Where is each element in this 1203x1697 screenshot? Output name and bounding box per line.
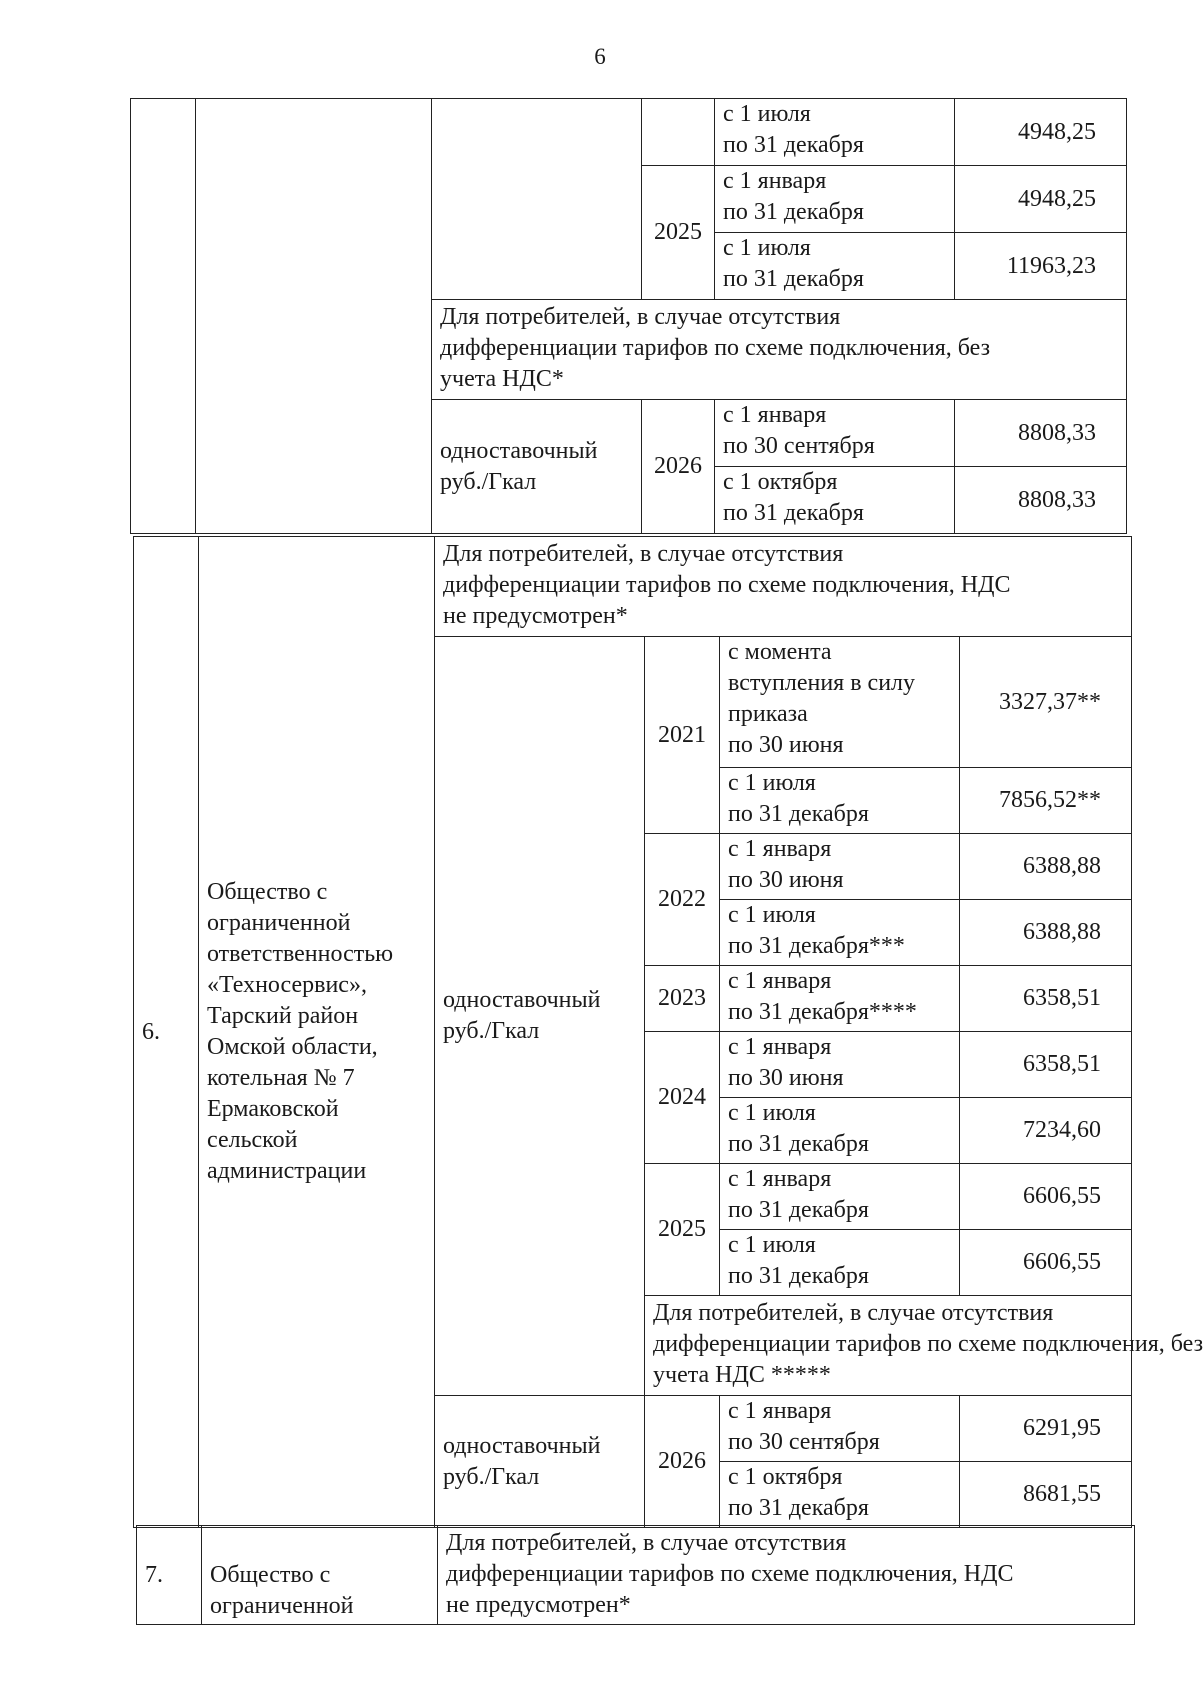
period-cell: с 1 января по 30 сентября (715, 400, 955, 467)
tariff-value: 6358,51 (960, 1032, 1132, 1098)
period-cell: с 1 июля по 31 декабря (720, 1230, 960, 1296)
tariff-value: 3327,37** (960, 637, 1132, 768)
year-cell: 2025 (642, 166, 715, 300)
tariff-type-cell: одноставочный руб./Гкал (432, 400, 642, 534)
year-cell: 2022 (645, 834, 720, 966)
consumer-note: Для потребителей, в случае отсутствия дифференциации тарифов по схеме подключения, без учета НДС ***** (645, 1296, 1132, 1396)
period-cell: с 1 января по 30 сентября (720, 1396, 960, 1462)
organization-name: Общество с ограниченной ответственностью «Техносервис», Тарский район Омской области, котельная № 7 Ермаковской сельской администрации (199, 537, 435, 1528)
consumer-note: Для потребителей, в случае отсутствия дифференциации тарифов по схеме подключения, НДС не предусмотрен* (438, 1526, 1135, 1625)
item-number-6: 6. (134, 537, 199, 1528)
year-cell: 2026 (645, 1396, 720, 1528)
period-cell: с 1 июля по 31 декабря (715, 233, 955, 300)
tariff-table-section-7 (136, 1525, 1135, 1625)
year-cell: 2021 (645, 637, 720, 834)
period-cell: с 1 января по 30 июня (720, 834, 960, 900)
consumer-note: Для потребителей, в случае отсутствия дифференциации тарифов по схеме подключения, НДС не предусмотрен* (435, 537, 1132, 637)
year-cell: 2023 (645, 966, 720, 1032)
year-cell: 2024 (645, 1032, 720, 1164)
period-cell: с 1 октября по 31 декабря (715, 467, 955, 534)
period-cell: с 1 октября по 31 декабря (720, 1462, 960, 1528)
item-number-7: 7. (137, 1526, 202, 1625)
tariff-value: 6358,51 (960, 966, 1132, 1032)
tariff-value: 6606,55 (960, 1230, 1132, 1296)
period-cell: с 1 января по 31 декабря**** (720, 966, 960, 1032)
consumer-note: Для потребителей, в случае отсутствия дифференциации тарифов по схеме подключения, без учета НДС* (432, 300, 1127, 400)
period-cell: с 1 июля по 31 декабря (715, 99, 955, 166)
tariff-value: 6388,88 (960, 834, 1132, 900)
tariff-type-cell: одноставочный руб./Гкал (435, 1396, 645, 1528)
tariff-value: 7234,60 (960, 1098, 1132, 1164)
tariff-value: 11963,23 (955, 233, 1127, 300)
tariff-value: 6606,55 (960, 1164, 1132, 1230)
tariff-type-cell (432, 99, 642, 300)
tariff-value: 4948,25 (955, 166, 1127, 233)
period-cell: с момента вступления в силу приказа по 30 июня (720, 637, 960, 768)
tariff-value: 4948,25 (955, 99, 1127, 166)
period-cell: с 1 января по 31 декабря (720, 1164, 960, 1230)
tariff-type-cell: одноставочный руб./Гкал (435, 637, 645, 1396)
period-cell: с 1 января по 31 декабря (715, 166, 955, 233)
tariff-value: 8681,55 (960, 1462, 1132, 1528)
period-cell: с 1 июля по 31 декабря (720, 768, 960, 834)
item-number-cell (131, 99, 196, 534)
tariff-value: 6388,88 (960, 900, 1132, 966)
year-cell: 2025 (645, 1164, 720, 1296)
period-cell: с 1 января по 30 июня (720, 1032, 960, 1098)
tariff-value: 7856,52** (960, 768, 1132, 834)
tariff-value: 8808,33 (955, 467, 1127, 534)
period-cell: с 1 июля по 31 декабря*** (720, 900, 960, 966)
tariff-value: 8808,33 (955, 400, 1127, 467)
page-number: 6 (594, 44, 606, 69)
tariff-value: 6291,95 (960, 1396, 1132, 1462)
organization-cell (196, 99, 432, 534)
tariff-table-section-6 (133, 536, 1203, 1528)
tariff-table-continuation (130, 98, 1127, 534)
period-cell: с 1 июля по 31 декабря (720, 1098, 960, 1164)
year-cell: 2026 (642, 400, 715, 534)
organization-name: Общество с ограниченной (202, 1526, 438, 1625)
year-cell (642, 99, 715, 166)
